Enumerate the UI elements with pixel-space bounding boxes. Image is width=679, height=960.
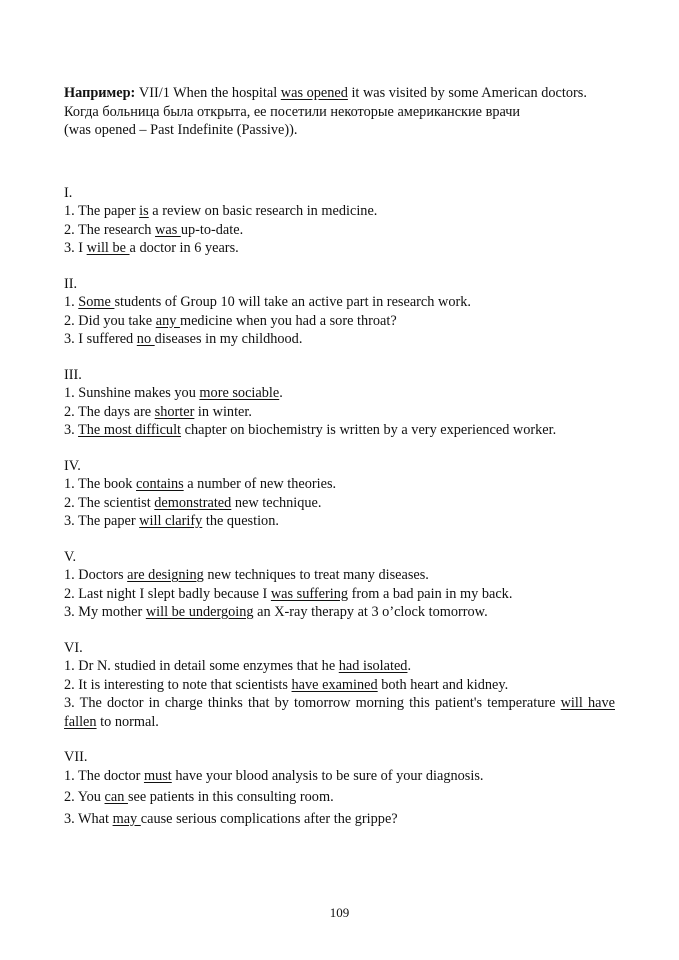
exercise-sentence	[64, 512, 615, 531]
exercise-sentence	[64, 566, 615, 585]
underlined-word: shorter	[154, 403, 195, 420]
exercise-sentence	[64, 384, 615, 403]
exercise-sentence	[64, 330, 615, 349]
section-numeral: III.	[64, 366, 82, 383]
section-numeral: I.	[64, 184, 73, 201]
exercise-sentence	[64, 475, 615, 494]
sentence-text-pre: 3. I	[64, 240, 87, 256]
section-numeral: VII.	[64, 749, 88, 765]
example-text-pre: VII/1 When the hospital	[135, 85, 281, 101]
exercise-sentence	[64, 788, 615, 807]
exercise-sentence	[64, 657, 615, 676]
exercise-sentence	[64, 676, 615, 695]
sentence-text-pre: 2. The days are	[64, 403, 155, 420]
example-text-post: it was visited by some American doctors.	[347, 85, 587, 101]
example-english-sentence	[64, 84, 615, 103]
underlined-word: had isolated	[338, 658, 408, 674]
section-numeral: II.	[64, 275, 78, 292]
exercise-sentence	[64, 312, 615, 331]
underlined-word: will be undergoing	[145, 604, 254, 620]
sentence-text-post: have your blood analysis to be sure of your diagnosis.	[171, 767, 484, 784]
underlined-word: Some	[78, 294, 115, 310]
underlined-word: will be	[86, 240, 130, 256]
underlined-word: may	[112, 810, 141, 827]
underlined-word: no	[136, 331, 155, 347]
underlined-word: was	[155, 221, 181, 238]
sentence-text-pre: 2. The scientist	[64, 494, 155, 511]
sentence-text-pre: 2. You	[64, 789, 105, 805]
sentence-text-pre: 2. It is interesting to note that scientists	[64, 676, 292, 693]
example-explanation: (was opened – Past Indefinite (Passive)).	[64, 122, 298, 138]
underlined-word: are designing	[127, 567, 204, 583]
section-numeral: VI.	[64, 639, 83, 656]
sentence-text-pre: 1. Dr N. studied in detail some enzymes that he	[64, 658, 339, 674]
sentence-text-pre: 2. Did you take	[64, 312, 156, 329]
exercise-sections	[64, 184, 615, 829]
sentence-text-post: .	[407, 658, 412, 674]
sentence-text-post: to normal.	[96, 713, 159, 730]
sentence-text-post: the question.	[202, 513, 279, 529]
page-number: 109	[329, 905, 350, 920]
example-label: Например:	[64, 85, 136, 101]
sentence-text-post: new techniques to treat many diseases.	[203, 567, 429, 583]
sentence-text-post: both heart and kidney.	[377, 676, 509, 693]
exercise-section-vii	[64, 748, 615, 828]
underlined-word: The most difficult	[78, 422, 182, 438]
exercise-sentence	[64, 421, 615, 440]
exercise-section-i	[64, 184, 615, 258]
sentence-text-post: see patients in this consulting room.	[127, 789, 334, 805]
exercise-sentence	[64, 810, 615, 829]
sentence-text-post: a doctor in 6 years.	[129, 240, 239, 256]
exercise-sentence	[64, 202, 615, 221]
sentence-text-pre: 1. The paper	[64, 203, 140, 219]
underlined-word: will have fallen	[64, 695, 615, 730]
exercise-sentence	[64, 293, 615, 312]
sentence-text-post: from a bad pain in my back.	[348, 585, 513, 602]
exercise-section-iii	[64, 366, 615, 440]
exercise-sentence	[64, 221, 615, 240]
underlined-word: more sociable	[199, 385, 280, 401]
exercise-sentence	[64, 403, 615, 422]
sentence-text-pre: 2. The research	[64, 221, 156, 238]
underlined-word: contains	[136, 476, 184, 492]
underlined-word: will clarify	[139, 513, 203, 529]
exercise-sentence	[64, 767, 615, 786]
sentence-text-post: a number of new theories.	[183, 476, 337, 492]
underlined-word: demonstrated	[154, 494, 232, 511]
exercise-sentence	[64, 494, 615, 513]
sentence-text-pre: 3.	[64, 422, 79, 438]
sentence-text-pre: 3. I suffered	[64, 331, 137, 347]
sentence-text-post: cause serious complications after the grippe?	[140, 810, 398, 827]
sentence-text-post: a review on basic research in medicine.	[148, 203, 378, 219]
underlined-word: was suffering	[270, 585, 349, 602]
sentence-text-pre: 1.	[64, 294, 79, 310]
sentence-text-pre: 3. The paper	[64, 513, 140, 529]
sentence-text-post: medicine when you had a sore throat?	[179, 312, 397, 329]
section-numeral: IV.	[64, 457, 81, 474]
exercise-section-v	[64, 548, 615, 622]
sentence-text-post: an X-ray therapy at 3 o’clock tomorrow.	[253, 604, 488, 620]
exercise-section-vi	[64, 639, 615, 732]
sentence-text-post: diseases in my childhood.	[154, 331, 303, 347]
sentence-text-pre: 1. Doctors	[64, 567, 128, 583]
underlined-word: can	[104, 789, 128, 805]
sentence-text-pre: 2. Last night I slept badly because I	[64, 585, 271, 602]
example-underlined-verb: was opened	[280, 85, 348, 101]
example-block	[64, 84, 615, 140]
sentence-text-pre: 3. My mother	[64, 604, 146, 620]
sentence-text-post: .	[279, 385, 283, 401]
page-content	[64, 84, 615, 845]
exercise-sentence	[64, 694, 615, 731]
exercise-section-iv	[64, 457, 615, 531]
section-numeral: V.	[64, 548, 77, 565]
exercise-sentence	[64, 239, 615, 258]
underlined-word: must	[143, 767, 172, 784]
exercise-sentence	[64, 603, 615, 622]
exercise-section-ii	[64, 275, 615, 349]
sentence-text-pre: 1. The doctor	[64, 767, 144, 784]
underlined-word: have examined	[291, 676, 378, 693]
exercise-sentence	[64, 585, 615, 604]
sentence-text-pre: 3. What	[64, 810, 113, 827]
sentence-text-post: new technique.	[231, 494, 322, 511]
underlined-word: is	[139, 203, 149, 219]
sentence-text-pre: 1. Sunshine makes you	[64, 385, 200, 401]
sentence-text-pre: 3. The doctor in charge thinks that by tomorrow morning this patient's temperature	[64, 695, 561, 711]
sentence-text-post: in winter.	[194, 403, 252, 420]
sentence-text-post: chapter on biochemistry is written by a very experienced worker.	[181, 422, 557, 438]
example-russian-translation: Когда больница была открыта, ее посетили некоторые американские врачи	[64, 103, 521, 120]
sentence-text-pre: 1. The book	[64, 476, 137, 492]
underlined-word: any	[155, 312, 180, 329]
sentence-text-post: students of Group 10 will take an active part in research work.	[114, 294, 471, 310]
sentence-text-post: up-to-date.	[180, 221, 244, 238]
